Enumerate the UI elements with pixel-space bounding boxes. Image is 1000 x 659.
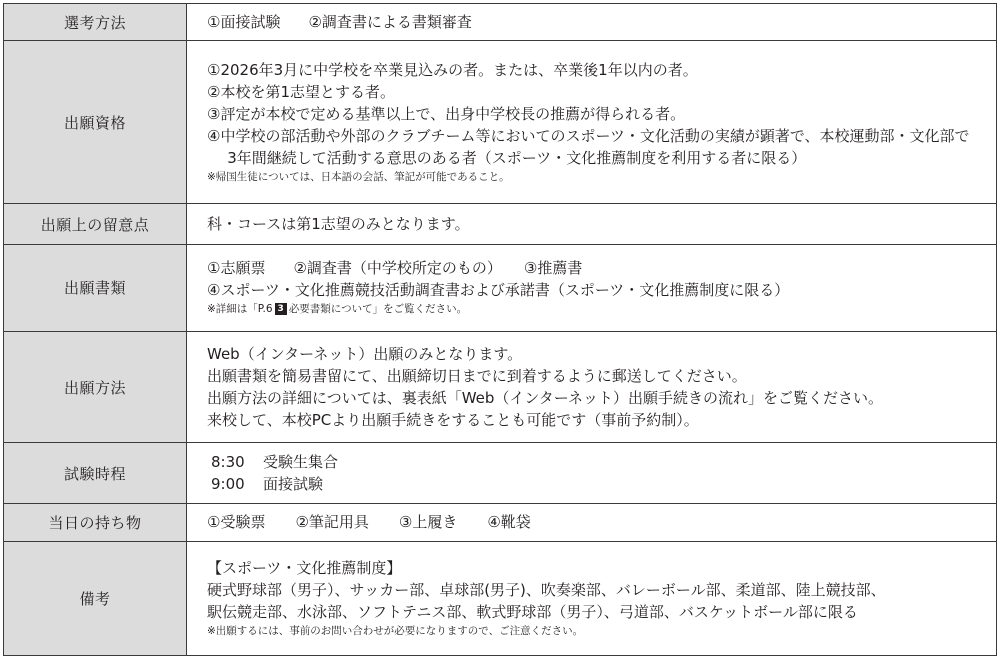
row-qualification bbox=[4, 41, 997, 204]
row-selection bbox=[4, 4, 997, 41]
belongings-item: ③上履き bbox=[398, 513, 458, 532]
label-belongings: 当日の持ち物 bbox=[4, 504, 187, 541]
document-item: ③推薦書 bbox=[523, 259, 583, 278]
caution-text: 科・コースは第1志望のみとなります。 bbox=[207, 215, 470, 234]
schedule-event: 面接試験 bbox=[263, 475, 324, 494]
row-caution bbox=[4, 204, 997, 244]
content-belongings bbox=[187, 504, 997, 541]
belongings-item: ①受験票 bbox=[207, 513, 266, 532]
label-documents: 出願書類 bbox=[4, 244, 187, 331]
schedule-entry bbox=[207, 473, 996, 495]
qualification-line: ④中学校の部活動や外部のクラブチーム等においてのスポーツ・文化活動の実績が顕著で、本校運動部・文化部で3年間継続して活動する意思のある者（スポーツ・文化推薦制度を利用する者に限る） bbox=[207, 126, 970, 167]
belongings-item: ②筆記用具 bbox=[295, 513, 369, 532]
qualification-line: ③評定が本校で定める基準以上で、出身中学校長の推薦が得られる者。 bbox=[207, 104, 686, 123]
method-line: 来校して、本校PCより出願手続きをすることも可能です（事前予約制）。 bbox=[207, 411, 699, 430]
section-number-badge: 3 bbox=[275, 303, 287, 315]
admission-info-table bbox=[3, 3, 997, 656]
content-selection bbox=[187, 4, 997, 41]
method-line: 出願方法の詳細については、裏表紙「Web（インターネット）出願手続きの流れ」をご覧ください。 bbox=[207, 389, 884, 408]
method-line: 出願書類を簡易書留にて、出願締切日までに到着するように郵送してください。 bbox=[207, 367, 747, 386]
note-prefix: ※詳細は「P.6 bbox=[207, 303, 273, 316]
qualification-line: ①2026年3月に中学校を卒業見込みの者。または、卒業後1年以内の者。 bbox=[207, 60, 698, 79]
remarks-note: ※出願するには、事前のお問い合わせが必要になりますので、ご注意ください。 bbox=[207, 624, 584, 637]
document-item: ①志願票 bbox=[207, 259, 266, 278]
label-schedule: 試験時程 bbox=[4, 443, 187, 504]
selection-item: ①面接試験 bbox=[207, 13, 281, 32]
schedule-time: 8:30 bbox=[211, 453, 245, 472]
row-schedule bbox=[4, 443, 997, 504]
label-caution: 出願上の留意点 bbox=[4, 204, 187, 244]
remarks-heading: 【スポーツ・文化推薦制度】 bbox=[207, 558, 402, 577]
belongings-item: ④靴袋 bbox=[487, 513, 531, 532]
row-documents bbox=[4, 244, 997, 331]
label-method: 出願方法 bbox=[4, 332, 187, 443]
method-line: Web（インターネット）出願のみとなります。 bbox=[207, 345, 523, 364]
document-item: ②調査書（中学校所定のもの） bbox=[293, 259, 502, 278]
label-qualification: 出願資格 bbox=[4, 41, 187, 204]
schedule-time: 9:00 bbox=[211, 475, 245, 494]
content-remarks bbox=[187, 541, 997, 655]
qualification-line: ②本校を第1志望とする者。 bbox=[207, 82, 395, 101]
content-documents bbox=[187, 244, 997, 331]
content-caution bbox=[187, 204, 997, 244]
content-method bbox=[187, 332, 997, 443]
content-schedule bbox=[187, 443, 997, 504]
label-remarks: 備考 bbox=[4, 541, 187, 655]
remarks-line: 駅伝競走部、水泳部、ソフトテニス部、軟式野球部（男子）、弓道部、バスケットボール部に限る bbox=[207, 602, 858, 621]
remarks-line: 硬式野球部（男子）、サッカー部、卓球部(男子)、吹奏楽部、バレーボール部、柔道部、陸上競技部、 bbox=[207, 580, 886, 599]
document-line: ④スポーツ・文化推薦競技活動調査書および承諾書（スポーツ・文化推薦制度に限る） bbox=[207, 281, 790, 300]
note-suffix: 必要書類について」をご覧ください。 bbox=[288, 303, 468, 316]
row-remarks bbox=[4, 541, 997, 655]
row-method bbox=[4, 332, 997, 443]
row-belongings bbox=[4, 504, 997, 541]
schedule-event: 受験生集合 bbox=[263, 453, 339, 472]
content-qualification bbox=[187, 41, 997, 204]
label-selection: 選考方法 bbox=[4, 4, 187, 41]
schedule-entry bbox=[207, 451, 996, 473]
documents-note bbox=[207, 301, 996, 318]
selection-item: ②調査書による書類審査 bbox=[308, 13, 472, 32]
qualification-note: ※帰国生徒については、日本語の会話、筆記が可能であること。 bbox=[207, 170, 510, 183]
